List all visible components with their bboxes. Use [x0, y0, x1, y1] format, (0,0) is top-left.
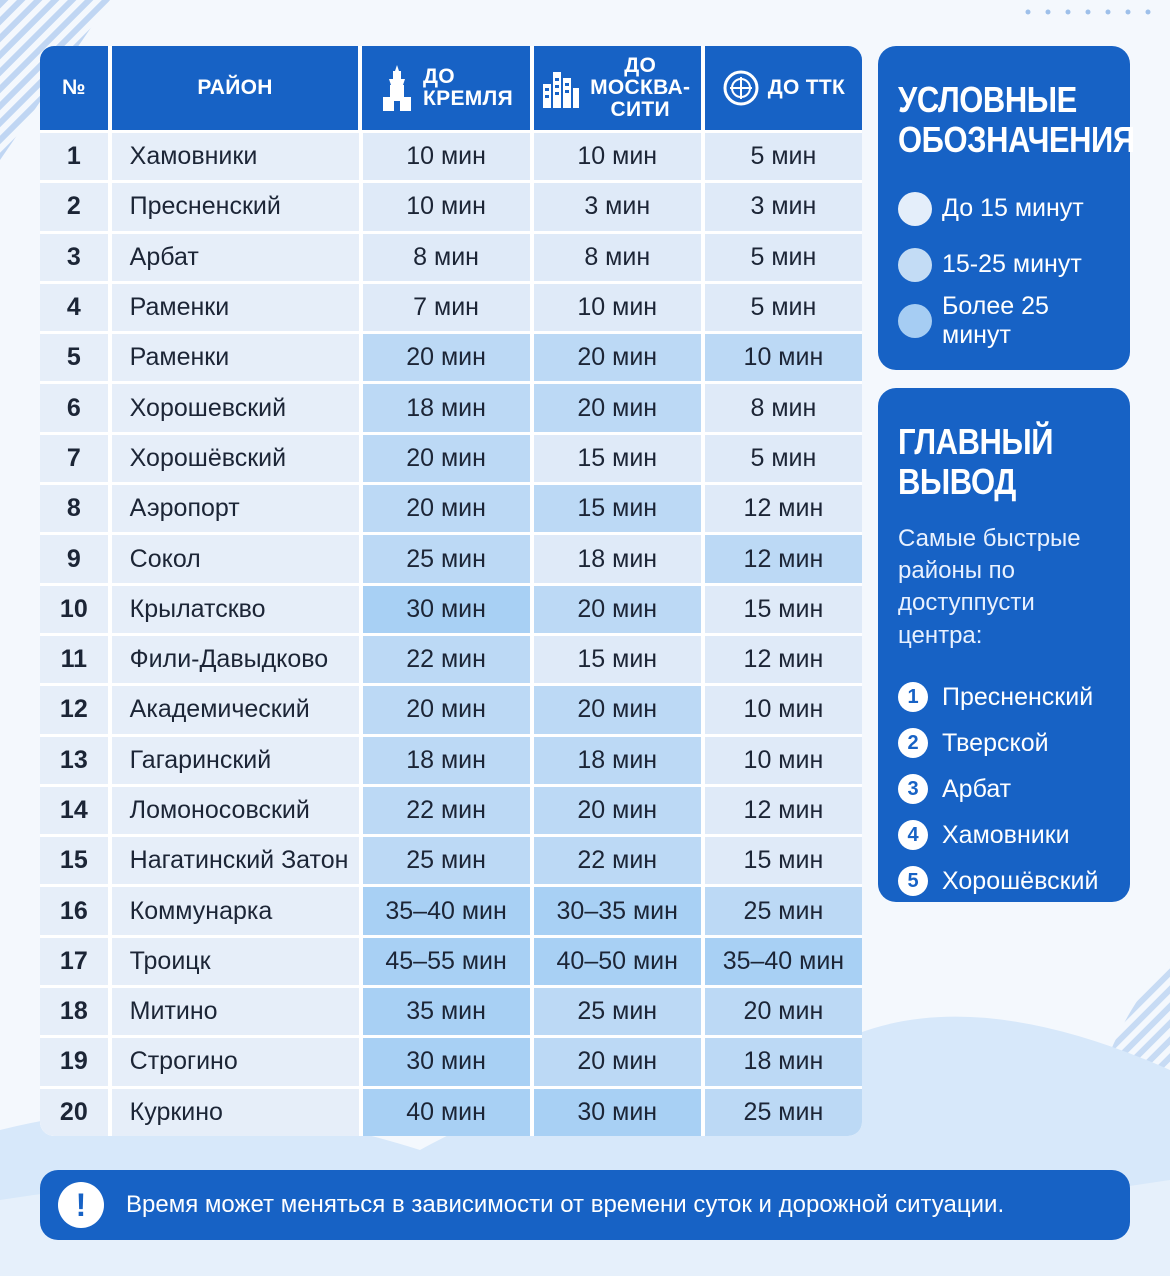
ranking-number-badge: 2 [898, 728, 928, 758]
table-row [40, 532, 862, 582]
legend-label: До 15 минут [942, 194, 1084, 223]
time-to-moscow-city: 3 мин [534, 183, 701, 230]
note-banner [40, 1170, 1130, 1240]
time-to-ttk: 5 мин [705, 234, 862, 281]
district-name: Коммунарка [112, 887, 359, 934]
legend-title: УСЛОВНЫЕ ОБОЗНАЧЕНИЯ [898, 79, 1135, 161]
district-name: Хорошевский [112, 384, 359, 431]
time-to-kremlin: 35 мин [363, 988, 530, 1035]
legend-item [898, 237, 1112, 293]
row-number: 7 [40, 435, 108, 482]
row-number: 19 [40, 1038, 108, 1085]
time-to-moscow-city: 20 мин [534, 384, 701, 431]
time-to-moscow-city: 15 мин [534, 485, 701, 532]
header-ttk-label: ДО ТТК [767, 75, 846, 99]
table-header [40, 46, 862, 130]
time-to-ttk: 18 мин [705, 1038, 862, 1085]
table-row [40, 583, 862, 633]
table-row [40, 281, 862, 331]
district-name: Фили-Давыдково [112, 636, 359, 683]
header-moscow-city-label: ДО МОСКВА-СИТИ [590, 53, 691, 122]
district-name: Аэропорт [112, 485, 359, 532]
table-row [40, 130, 862, 180]
table-row [40, 834, 862, 884]
row-number: 17 [40, 938, 108, 985]
table-row [40, 734, 862, 784]
time-to-moscow-city: 18 мин [534, 535, 701, 582]
time-to-kremlin: 20 мин [363, 485, 530, 532]
district-name: Гагаринский [112, 737, 359, 784]
time-to-moscow-city: 40–50 мин [534, 938, 701, 985]
time-to-kremlin: 20 мин [363, 334, 530, 381]
time-to-ttk: 12 мин [705, 485, 862, 532]
table-row [40, 1035, 862, 1085]
ranking-number-badge: 5 [898, 866, 928, 896]
time-to-ttk: 12 мин [705, 787, 862, 834]
time-to-kremlin: 45–55 мин [363, 938, 530, 985]
district-name: Хамовники [112, 133, 359, 180]
time-to-moscow-city: 15 мин [534, 636, 701, 683]
table-row [40, 935, 862, 985]
ranking-item [898, 812, 1112, 858]
district-name: Куркино [112, 1089, 359, 1136]
time-to-moscow-city: 20 мин [534, 787, 701, 834]
table-body [40, 130, 862, 1136]
time-to-moscow-city: 30 мин [534, 1089, 701, 1136]
kremlin-tower-icon [379, 63, 415, 113]
ranking-item [898, 674, 1112, 720]
legend-label: 15-25 минут [942, 250, 1082, 279]
time-to-moscow-city: 10 мин [534, 284, 701, 331]
district-name: Ломоносовский [112, 787, 359, 834]
ranking-item [898, 858, 1112, 904]
ranking-item [898, 766, 1112, 812]
time-to-moscow-city: 15 мин [534, 435, 701, 482]
row-number: 8 [40, 485, 108, 532]
time-to-ttk: 20 мин [705, 988, 862, 1035]
time-to-kremlin: 18 мин [363, 384, 530, 431]
legend-panel [878, 46, 1135, 370]
table-row [40, 331, 862, 381]
legend-item [898, 293, 1112, 349]
header-ttk [705, 46, 862, 130]
time-to-kremlin: 8 мин [363, 234, 530, 281]
row-number: 2 [40, 183, 108, 230]
time-to-kremlin: 10 мин [363, 133, 530, 180]
table-row [40, 884, 862, 934]
row-number: 14 [40, 787, 108, 834]
time-to-moscow-city: 20 мин [534, 686, 701, 733]
row-number: 13 [40, 737, 108, 784]
skyscrapers-icon [542, 68, 580, 108]
district-name: Пресненский [112, 183, 359, 230]
district-name: Хорошёвский [112, 435, 359, 482]
time-to-kremlin: 20 мин [363, 435, 530, 482]
note-text: Время может меняться в зависимости от времени суток и дорожной ситуации. [126, 1191, 1005, 1218]
district-name: Сокол [112, 535, 359, 582]
time-to-ttk: 3 мин [705, 183, 862, 230]
table-row [40, 985, 862, 1035]
ranking-number-badge: 4 [898, 820, 928, 850]
table-row [40, 633, 862, 683]
district-name: Раменки [112, 334, 359, 381]
time-to-ttk: 12 мин [705, 535, 862, 582]
header-moscow-city [534, 46, 701, 130]
district-name: Раменки [112, 284, 359, 331]
ranking-number-badge: 3 [898, 774, 928, 804]
header-kremlin [362, 46, 529, 130]
conclusion-title: ГЛАВНЫЙ ВЫВОД [898, 421, 1054, 503]
time-to-ttk: 15 мин [705, 837, 862, 884]
table-row [40, 683, 862, 733]
time-to-moscow-city: 25 мин [534, 988, 701, 1035]
time-to-kremlin: 25 мин [363, 837, 530, 884]
ranking-label: Хорошёвский [942, 866, 1099, 895]
table-row [40, 1086, 862, 1136]
header-district: РАЙОН [112, 46, 359, 130]
time-to-kremlin: 7 мин [363, 284, 530, 331]
legend-label: Более 25 минут [942, 291, 1049, 349]
time-to-ttk: 10 мин [705, 737, 862, 784]
travel-time-table [40, 46, 862, 1136]
time-to-ttk: 5 мин [705, 435, 862, 482]
time-to-kremlin: 22 мин [363, 787, 530, 834]
conclusion-panel [878, 388, 1130, 902]
table-row [40, 180, 862, 230]
district-name: Троицк [112, 938, 359, 985]
ranking-number-badge: 1 [898, 682, 928, 712]
row-number: 1 [40, 133, 108, 180]
row-number: 16 [40, 887, 108, 934]
conclusion-text: Самые быстрые районы по доступпусти центра: [898, 524, 1081, 649]
row-number: 20 [40, 1089, 108, 1136]
time-to-moscow-city: 20 мин [534, 1038, 701, 1085]
time-to-ttk: 10 мин [705, 334, 862, 381]
time-to-ttk: 8 мин [705, 384, 862, 431]
time-to-kremlin: 20 мин [363, 686, 530, 733]
row-number: 15 [40, 837, 108, 884]
time-to-ttk: 25 мин [705, 1089, 862, 1136]
district-name: Арбат [112, 234, 359, 281]
time-to-kremlin: 25 мин [363, 535, 530, 582]
table-row [40, 381, 862, 431]
row-number: 10 [40, 586, 108, 633]
legend-swatch [898, 192, 932, 226]
ranking-label: Тверской [942, 728, 1049, 757]
time-to-ttk: 5 мин [705, 284, 862, 331]
time-to-moscow-city: 22 мин [534, 837, 701, 884]
time-to-kremlin: 30 мин [363, 586, 530, 633]
time-to-moscow-city: 18 мин [534, 737, 701, 784]
district-name: Академический [112, 686, 359, 733]
exclamation-icon: ! [58, 1182, 104, 1228]
header-num: № [40, 46, 108, 130]
time-to-kremlin: 40 мин [363, 1089, 530, 1136]
table-row [40, 231, 862, 281]
time-to-kremlin: 10 мин [363, 183, 530, 230]
row-number: 5 [40, 334, 108, 381]
ranking-list [898, 674, 1112, 904]
district-name: Нагатинский Затон [112, 837, 359, 884]
header-kremlin-label: ДО КРЕМЛЯ [423, 64, 513, 110]
legend-swatch [898, 304, 932, 338]
table-row [40, 784, 862, 834]
legend-item [898, 181, 1112, 237]
row-number: 11 [40, 636, 108, 683]
time-to-kremlin: 30 мин [363, 1038, 530, 1085]
time-to-ttk: 12 мин [705, 636, 862, 683]
time-to-ttk: 5 мин [705, 133, 862, 180]
time-to-ttk: 10 мин [705, 686, 862, 733]
time-to-moscow-city: 10 мин [534, 133, 701, 180]
table-row [40, 482, 862, 532]
ranking-label: Арбат [942, 774, 1012, 803]
row-number: 12 [40, 686, 108, 733]
ranking-item [898, 720, 1112, 766]
row-number: 4 [40, 284, 108, 331]
time-to-kremlin: 18 мин [363, 737, 530, 784]
time-to-kremlin: 22 мин [363, 636, 530, 683]
row-number: 3 [40, 234, 108, 281]
ranking-label: Хамовники [942, 820, 1070, 849]
time-to-ttk: 35–40 мин [705, 938, 862, 985]
district-name: Строгино [112, 1038, 359, 1085]
table-row [40, 432, 862, 482]
time-to-ttk: 15 мин [705, 586, 862, 633]
time-to-moscow-city: 30–35 мин [534, 887, 701, 934]
time-to-moscow-city: 20 мин [534, 334, 701, 381]
district-name: Митино [112, 988, 359, 1035]
time-to-ttk: 25 мин [705, 887, 862, 934]
district-name: Крылатскво [112, 586, 359, 633]
row-number: 18 [40, 988, 108, 1035]
ranking-label: Пресненский [942, 682, 1094, 711]
row-number: 9 [40, 535, 108, 582]
time-to-moscow-city: 8 мин [534, 234, 701, 281]
row-number: 6 [40, 384, 108, 431]
time-to-moscow-city: 20 мин [534, 586, 701, 633]
time-to-kremlin: 35–40 мин [363, 887, 530, 934]
legend-list [898, 181, 1112, 349]
ring-road-icon [722, 69, 760, 107]
legend-swatch [898, 248, 932, 282]
